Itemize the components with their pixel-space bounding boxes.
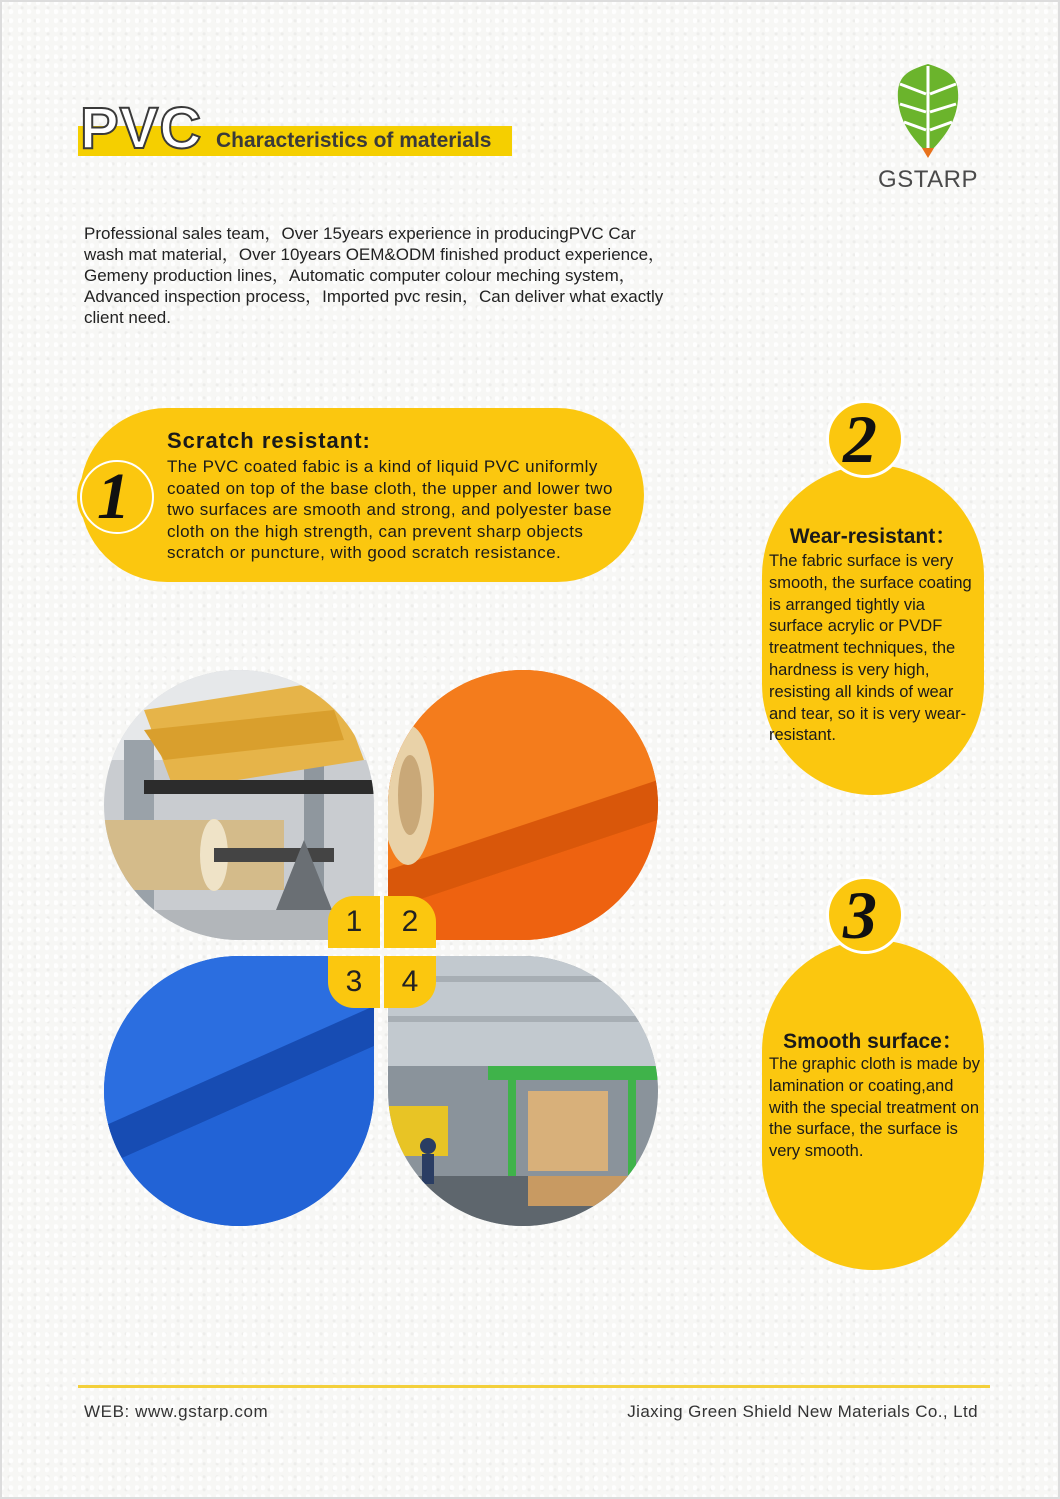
title-subtitle: Characteristics of materials (216, 129, 492, 152)
feature-number-badge (826, 876, 904, 954)
gallery-label-2: 2 (384, 896, 436, 948)
intro-paragraph: Professional sales team，Over 15years experience in producingPVC Car wash mat material，Over 10years OEM&ODM finished product experience，Gemeny production lines，Automatic computer colour meching system，Advanced inspection process，Imported pvc resin，Can deliver what exactly client need. (84, 224, 666, 327)
feature-title: Scratch resistant: (167, 428, 371, 453)
title-pvc: PVC (80, 96, 203, 161)
feature-number: 2 (843, 401, 877, 477)
feature-wear-resistant (762, 465, 984, 795)
footer-website: WEB: www.gstarp.com (84, 1402, 269, 1421)
gallery-label-1: 1 (328, 896, 380, 948)
logo-name: GSTARP (878, 166, 978, 193)
feature-number-badge (80, 460, 154, 534)
feature-title: Smooth surface： (783, 1030, 963, 1053)
feature-number: 3 (843, 877, 877, 953)
feature-number-badge (826, 400, 904, 478)
gallery-label-3: 3 (328, 956, 380, 1008)
coating-machine-photo (104, 670, 374, 940)
photo-gallery (104, 670, 660, 1226)
feature-scratch-resistant (80, 408, 644, 582)
feature-title: Wear-resistant： (789, 525, 957, 548)
footer-company-name: Jiaxing Green Shield New Materials Co., Ltd (627, 1402, 978, 1421)
company-logo (870, 60, 986, 200)
feature-text: The fabric surface is very smooth, the surface coating is arranged tightly via surface acrylic or PVDF treatment techniques, the hardness is very high, resisting all kinds of wear and tear, so it is very wear-resistant. (769, 552, 972, 745)
orange-pvc-roll-photo (388, 670, 658, 940)
gallery-label-4: 4 (384, 956, 436, 1008)
leaf-shield-icon (870, 60, 986, 160)
feature-text: The graphic cloth is made by lamination or coating,and with the special treatment on the surface, the surface is very smooth. (769, 1055, 980, 1161)
footer-divider (78, 1385, 990, 1388)
feature-smooth-surface (762, 940, 984, 1270)
feature-number: 1 (97, 460, 130, 533)
feature-text: The PVC coated fabic is a kind of liquid PVC uniformly coated on top of the base cloth, the upper and lower two two surfaces are smooth and strong, and polyester base cloth on the high strength, can prevent sharp objects scratch or puncture, with good scratch resistance. (167, 457, 613, 562)
